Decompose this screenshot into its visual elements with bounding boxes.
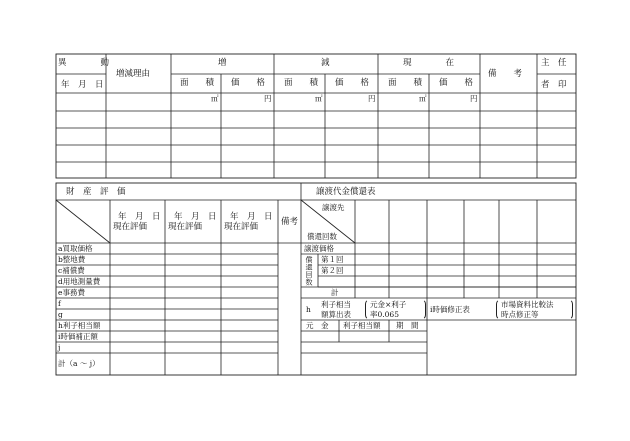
- col2-head-1: 年 月 日: [174, 212, 217, 222]
- h-label: h: [306, 305, 311, 314]
- current-menseki: 面 積: [388, 78, 423, 88]
- zaisan-title: 財 産 評 価: [66, 187, 126, 197]
- current-yen-unit: 円: [470, 94, 478, 103]
- row-g: g: [58, 310, 63, 319]
- shunin-label-1: 主 任: [541, 58, 567, 68]
- jyoto-title: 譲渡代金償還表: [316, 187, 376, 197]
- zaisan-biko: 備考: [281, 217, 299, 227]
- kai1-label: 第１回: [321, 255, 344, 264]
- row-d: d用地測量費: [58, 277, 101, 286]
- kai2-label: 第２回: [321, 266, 344, 275]
- ido-label: 異 動: [58, 58, 110, 68]
- zou-label: 増: [218, 58, 227, 68]
- biko-label: 備 考: [488, 69, 523, 79]
- gen-area-unit: ㎡: [315, 94, 323, 103]
- zou-kakaku: 価 格: [231, 78, 266, 88]
- h-formula-2: 率0.065: [370, 310, 399, 319]
- row-h: h利子相当額: [58, 321, 101, 330]
- gen-yen-unit: 円: [368, 94, 376, 103]
- row-total: 計（a ～ j）: [58, 359, 100, 368]
- current-label: 現 在: [403, 58, 455, 68]
- zou-area-unit: ㎡: [211, 94, 219, 103]
- col1-head-2: 現在評価: [113, 222, 148, 232]
- current-kakaku: 価 格: [439, 78, 474, 88]
- col3-head-1: 年 月 日: [230, 212, 273, 222]
- zou-menseki: 面 積: [180, 78, 215, 88]
- gen-menseki: 面 積: [284, 78, 319, 88]
- reason-label: 増減理由: [116, 69, 151, 79]
- ido-date-label: 年 月 日: [61, 80, 104, 90]
- kikan-label: 期 間: [396, 321, 419, 330]
- row-f: f: [58, 299, 61, 308]
- col2-head-2: 現在評価: [168, 222, 203, 232]
- current-area-unit: ㎡: [419, 94, 427, 103]
- gen-kakaku: 価 格: [335, 78, 370, 88]
- row-b: b整地費: [58, 255, 86, 264]
- jyoto-saki-label: 譲渡先: [322, 203, 345, 212]
- i-label: i時価修正表: [430, 305, 470, 314]
- row-c: c補償費: [58, 266, 85, 275]
- jyoto-kakaku-label: 譲渡価格: [304, 244, 334, 253]
- col1-head-1: 年 月 日: [118, 212, 161, 222]
- row-e: e事務費: [58, 288, 85, 297]
- shokan-kaisu-label: 償還回数: [307, 232, 337, 241]
- row-j: j: [58, 343, 61, 352]
- h-text-1: 利子相当: [321, 300, 351, 309]
- gen-label: 減: [321, 58, 330, 68]
- shunin-label-2: 者 印: [541, 80, 567, 90]
- shokan-vertical-label: 償還回数: [305, 256, 313, 286]
- zou-yen-unit: 円: [264, 94, 272, 103]
- h-text-2: 額算出表: [321, 310, 351, 319]
- h-formula-1: 元金×利子: [370, 300, 407, 309]
- kei-label: 計: [331, 288, 339, 297]
- col3-head-2: 現在評価: [224, 222, 259, 232]
- row-a: a買取価格: [58, 244, 93, 253]
- gankin-label: 元 金: [306, 321, 329, 330]
- rishi-gaku-label: 利子相当額: [343, 321, 381, 330]
- row-i: i時価補正額: [58, 332, 98, 341]
- i-text-2: 時点修正等: [501, 310, 539, 319]
- i-text-1: 市場資料比較法: [501, 300, 554, 309]
